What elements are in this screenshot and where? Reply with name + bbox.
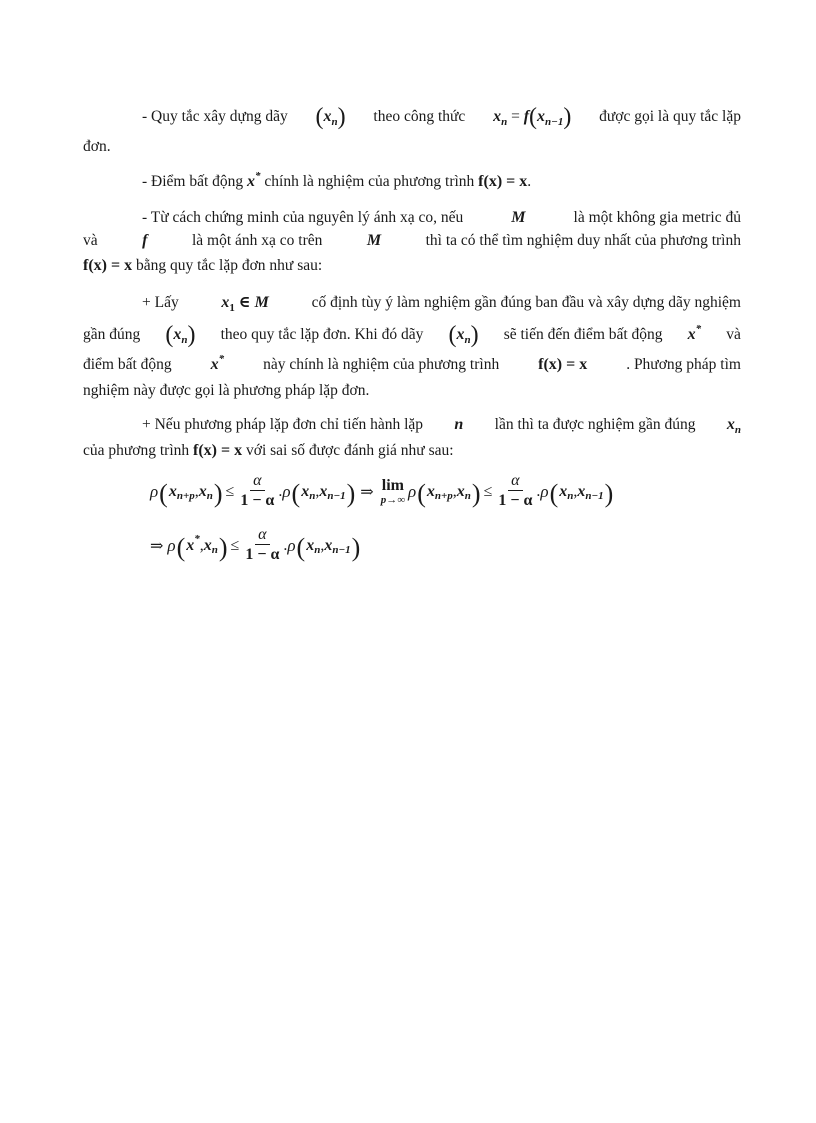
paragraph-4-line-1: + Lấy $x_1$ ∈ M cố định tùy ý làm nghiệm gần đúng ban đầu và xây dựng dãy nghiệm [142,294,741,314]
paragraph-2: - Điểm bất động x* chính là nghiệm của phương trình f(x) = x. [142,170,532,190]
paragraph-4-line-3: điểm bất động x* này chính là nghiệm của phương trình f(x) = x . Phương pháp tìm [83,353,741,373]
fraction-alpha: $\frac{\alpha}{1 - \alpha}$ [240,472,275,509]
paragraph-3-line-3: f(x) = x bằng quy tắc lặp đơn như sau: [83,257,323,274]
paragraph-5-line-1: + Nếu phương pháp lặp đơn chỉ tiến hành lặp n lần thì ta được nghiệm gần đúng $x_n$ [142,416,741,436]
equation-2: ⇒ ρ ( x * , x n ) ≤ $\frac{\alpha}{1 - \alpha}$ . ρ ( x n , x n−1 ) [150,526,361,563]
paragraph-3-line-2: và f là một ánh xạ co trên M thì ta có thể tìm nghiệm duy nhất của phương trình [83,232,741,249]
math-recurrence: $x_n = f(x_{n-1})$ [493,104,572,130]
limit-operator: lim p→∞ [380,476,406,506]
math-xn-seq: $(x_n)$ [315,104,346,130]
math-fixed-point-eq: f(x) = x [478,173,528,190]
paragraph-1-line-2: đơn. [83,138,111,155]
math-xstar: x* [247,170,261,190]
math-x1-in-M: $x_1$ ∈ M [221,294,269,314]
paragraph-5-line-2: của phương trình f(x) = x với sai số được đánh giá như sau: [83,442,454,459]
equation-1: ρ ( x n+p , x n ) ≤ $\frac{\alpha}{1 - \alpha}$ . ρ ( x n , x n−1 ) ⇒ lim p→∞ ρ ( x n+p , x n ) ≤ $\frac{\alpha}{1 - \alpha}$ . ρ ( x n , x n−1 ) [150,472,614,509]
paragraph-1-line-1: - Quy tắc xây dựng dãy $(x_n)$ theo công thức $x_n = f(x_{n-1})$ được gọi là quy tắc lặp [142,104,741,130]
paragraph-4-line-4: nghiệm này được gọi là phương pháp lặp đơn. [83,382,370,399]
paragraph-4-line-2: gần đúng $(x_n)$ theo quy tắc lặp đơn. Khi đó dãy $(x_n)$ sẽ tiến đến điểm bất động x* và [83,322,741,348]
paragraph-3-line-1: - Từ cách chứng minh của nguyên lý ánh xạ co, nếu M là một không gia metric đủ [142,209,741,226]
